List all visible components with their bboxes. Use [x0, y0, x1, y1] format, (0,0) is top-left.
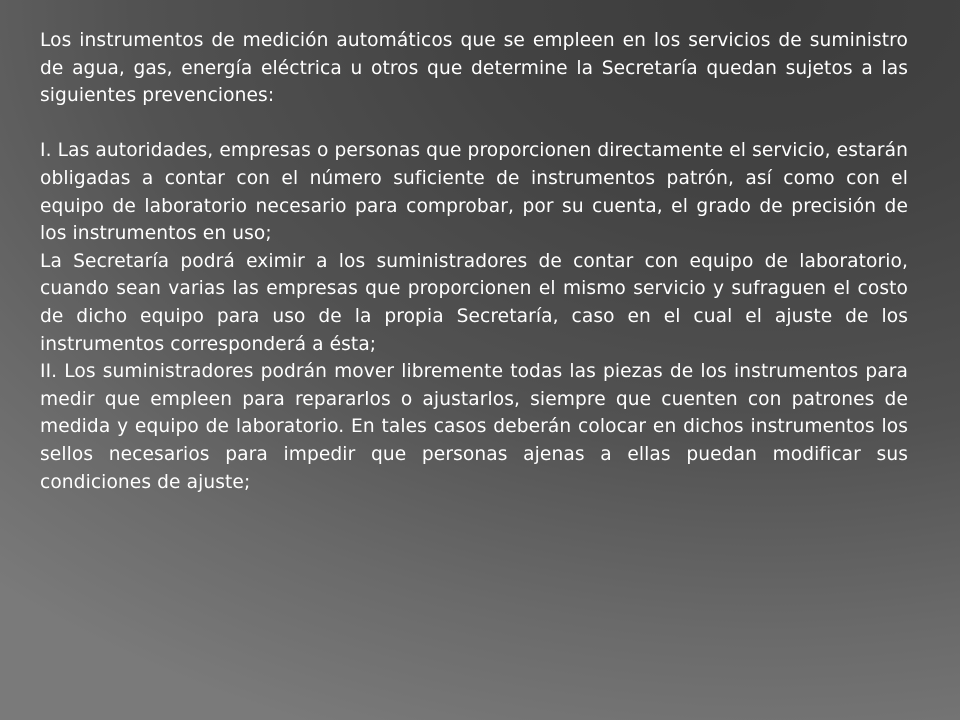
paragraph-intro: Los instrumentos de medición automáticos que se empleen en los servicios de suministro de agua, gas, energía eléctrica u otros que determine la Secretaría quedan sujetos a las siguientes prevenciones:	[40, 30, 908, 107]
paragraph-exencion: La Secretaría podrá eximir a los suministradores de contar con equipo de laboratorio, cuando sean varias las empresas que proporcionen el mismo servicio y sufraguen el costo de dicho equipo para uso de la propia Secretaría, caso en el cual el ajuste de los instrumentos corresponderá a ésta;	[40, 250, 908, 355]
paragraph-fraccion-ii: II. Los suministradores podrán mover libremente todas las piezas de los instrumentos para medir que empleen para repararlos o ajustarlos, siempre que cuenten con patrones de medida y equipo de laboratorio. En tales casos deberán colocar en dichos instrumentos los sellos necesarios para impedir que personas ajenas a ellas puedan modificar sus condiciones de ajuste;	[40, 361, 908, 493]
slide-body-text	[40, 27, 908, 496]
paragraph-fraccion-i: I. Las autoridades, empresas o personas que proporcionen directamente el servicio, estarán obligadas a contar con el número suficiente de instrumentos patrón, así como con el equipo de laboratorio necesario para comprobar, por su cuenta, el grado de precisión de los instrumentos en uso;	[40, 140, 908, 245]
